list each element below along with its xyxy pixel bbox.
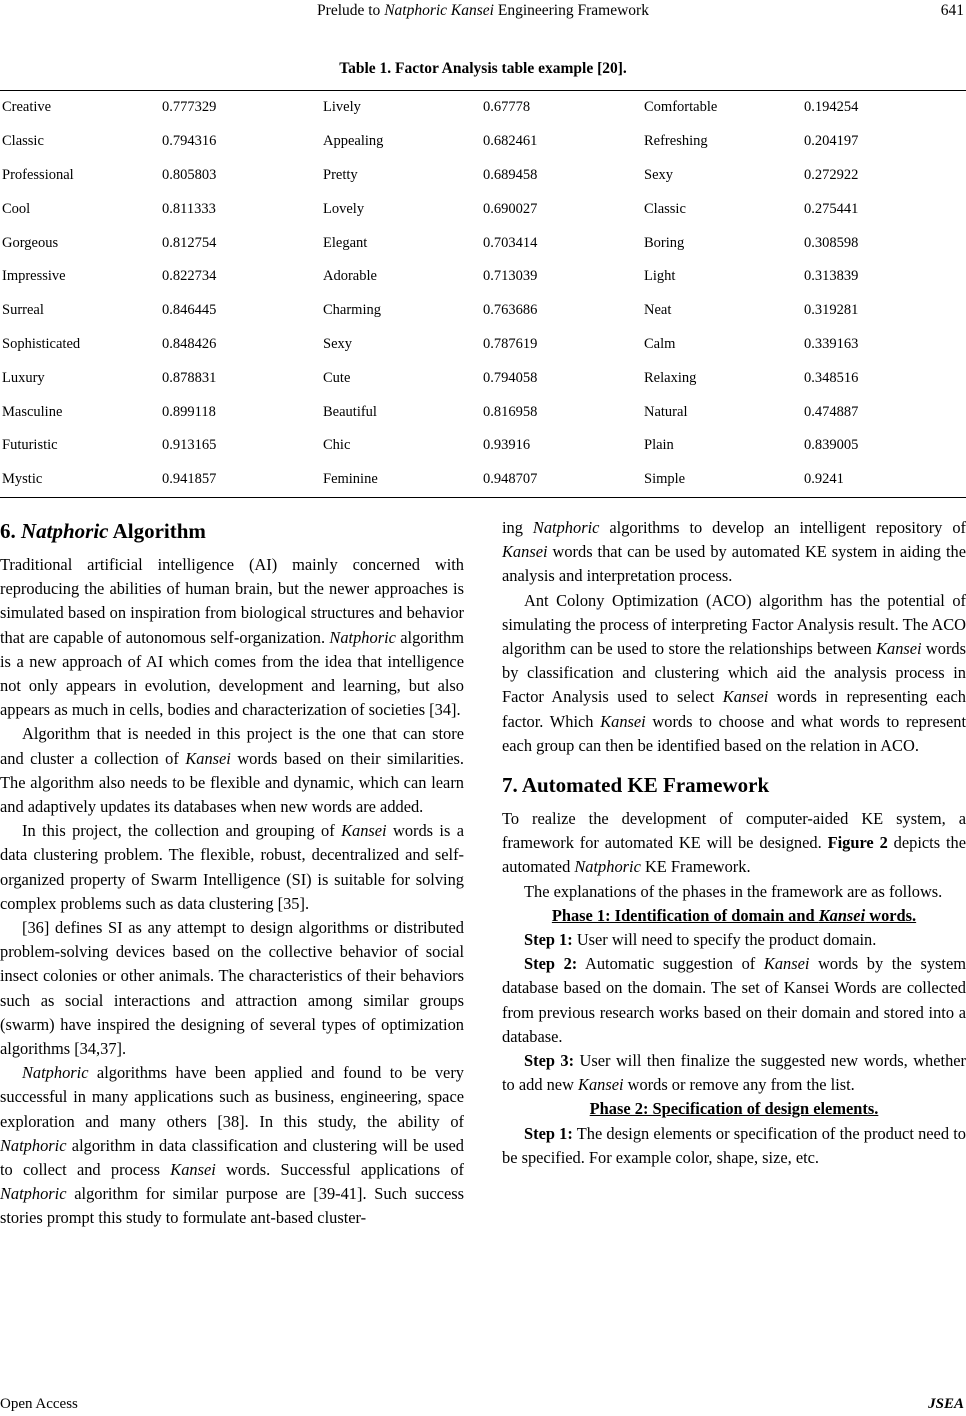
factor-loading-cell: 0.913165 xyxy=(162,437,217,454)
factor-loading-cell: 0.839005 xyxy=(804,437,859,454)
kansei-word-cell: Mystic xyxy=(2,471,43,488)
factor-loading-cell: 0.787619 xyxy=(483,335,538,352)
table-caption: Table 1. Factor Analysis table example [20]. xyxy=(339,60,627,77)
kansei-word-cell: Lively xyxy=(323,99,361,116)
kansei-word-cell: Refreshing xyxy=(644,133,708,150)
kansei-word-cell: Surreal xyxy=(2,302,44,319)
step-paragraph: Step 2: Automatic suggestion of Kansei words by the system database based on the domain. The set of Kansei Words are collected from previous research works based on their domain and stored into a database. xyxy=(502,954,966,1046)
kansei-word-cell: Sexy xyxy=(644,166,673,183)
table-row xyxy=(0,260,966,294)
running-title: Prelude to Natphoric Kansei Engineering Framework xyxy=(317,2,649,19)
kansei-word-cell: Light xyxy=(644,268,676,285)
factor-loading-cell: 0.690027 xyxy=(483,200,538,217)
factor-loading-cell: 0.313839 xyxy=(804,268,859,285)
factor-loading-cell: 0.272922 xyxy=(804,166,859,183)
factor-loading-cell: 0.319281 xyxy=(804,302,859,319)
factor-loading-cell: 0.703414 xyxy=(483,234,538,251)
paragraph: In this project, the collection and grouping of Kansei words is a data clustering problem. The flexible, robust, decentralized and self-organized property of Swarm Intelligence (SI) is suitable for solving complex problems such as data clustering [35]. xyxy=(0,821,464,913)
kansei-word-cell: Calm xyxy=(644,335,676,352)
footer-access: Open Access xyxy=(0,1396,78,1412)
kansei-word-cell: Impressive xyxy=(2,268,66,285)
kansei-word-cell: Sophisticated xyxy=(2,335,81,352)
kansei-word-cell: Charming xyxy=(323,302,381,319)
kansei-word-cell: Beautiful xyxy=(323,403,377,420)
kansei-word-cell: Sexy xyxy=(323,335,352,352)
table-row xyxy=(0,91,966,125)
kansei-word-cell: Appealing xyxy=(323,133,384,150)
factor-loading-cell: 0.194254 xyxy=(804,99,859,116)
factor-loading-cell: 0.878831 xyxy=(162,369,217,386)
factor-loading-cell: 0.93916 xyxy=(483,437,531,454)
paragraph: Traditional artificial intelligence (AI) mainly concerned with reproducing the abilities of human brain, but the newer approaches is simulated based on inspiration from biological structures and behavior that are capable of autonomous self-organization. Natphoric algorithm is a new approach of AI which comes from the idea that intelligence not only appears in evolution, development and learning, but also appears as much in cells, bodies and characterization of societies [34]. xyxy=(0,555,464,720)
step-paragraph: Step 3: User will then finalize the suggested new words, whether to add new Kansei words or remove any from the list. xyxy=(502,1051,966,1095)
kansei-word-cell: Futuristic xyxy=(2,437,58,454)
kansei-word-cell: Plain xyxy=(644,437,674,454)
factor-loading-cell: 0.899118 xyxy=(162,403,216,420)
table-row xyxy=(0,361,966,395)
factor-loading-cell: 0.794316 xyxy=(162,133,217,150)
table-row xyxy=(0,294,966,328)
table-row xyxy=(0,429,966,463)
section-6-heading: 6. Natphoric Algorithm xyxy=(0,519,206,543)
factor-loading-cell: 0.308598 xyxy=(804,234,859,251)
section-7-heading: 7. Automated KE Framework xyxy=(502,773,770,798)
paragraph: ing Natphoric algorithms to develop an intelligent repository of Kansei words that can be used by automated KE system in aiding the analysis and interpretation process. xyxy=(502,518,966,586)
page-number: 641 xyxy=(940,2,964,19)
factor-loading-cell: 0.689458 xyxy=(483,166,538,183)
kansei-word-cell: Adorable xyxy=(323,268,377,285)
kansei-word-cell: Creative xyxy=(2,99,52,116)
kansei-word-cell: Comfortable xyxy=(644,99,718,116)
paragraph: To realize the development of computer-aided KE system, a framework for automated KE will be designed. Figure 2 depicts the automated Natphoric KE Framework. xyxy=(502,809,966,877)
kansei-word-cell: Neat xyxy=(644,302,672,319)
factor-analysis-table xyxy=(0,90,966,498)
factor-loading-cell: 0.811333 xyxy=(162,200,216,217)
paragraph: [36] defines SI as any attempt to design algorithms or distributed problem-solving devices based on the collective behavior of social insect colonies or other animals. The characteristics of their behaviors such as social interactions and attraction among similar groups (swarm) have inspired the designing of several types of optimization algorithms [34,37]. xyxy=(0,918,464,1059)
factor-loading-cell: 0.67778 xyxy=(483,99,531,116)
kansei-word-cell: Classic xyxy=(644,200,686,217)
step-paragraph: Step 1: The design elements or specification of the product need to be specified. For example color, shape, size, etc. xyxy=(502,1123,966,1167)
factor-loading-cell: 0.777329 xyxy=(162,99,217,116)
kansei-word-cell: Lovely xyxy=(323,200,365,217)
kansei-word-cell: Feminine xyxy=(323,471,378,488)
left-column xyxy=(0,516,464,1231)
paragraph: Ant Colony Optimization (ACO) algorithm has the potential of simulating the process of interpreting Factor Analysis result. The ACO algorithm can be used to store the relationships between Kansei words by classification and clustering which aid the analysis process in Factor Analysis used to select Kansei words in representing each factor. Which Kansei words to choose and what words to represent each group can then be identified based on the relation in ACO. xyxy=(502,590,966,755)
paragraph: Natphoric algorithms have been applied and found to be very successful in many applications such as business, engineering, space exploration and many others [38]. In this study, the ability of Natphoric algorithm in data classification and clustering will be used to collect and process Kansei words. Successful applications of Natphoric algorithm for similar purpose are [39-41]. Such success stories prompt this study to formulate ant-based cluster- xyxy=(0,1063,464,1228)
factor-loading-cell: 0.846445 xyxy=(162,302,217,319)
factor-loading-cell: 0.848426 xyxy=(162,335,217,352)
kansei-word-cell: Chic xyxy=(323,437,351,454)
factor-loading-cell: 0.275441 xyxy=(804,200,859,217)
factor-loading-cell: 0.941857 xyxy=(162,471,217,488)
paragraph: The explanations of the phases in the framework are as follows. xyxy=(524,881,943,901)
factor-loading-cell: 0.713039 xyxy=(483,268,538,285)
kansei-word-cell: Boring xyxy=(644,234,685,251)
paragraph: Algorithm that is needed in this project is the one that can store and cluster a collection of Kansei words based on their similarities. The algorithm also needs to be flexible and dynamic, which can learn and adaptively updates its databases when new words are added. xyxy=(0,724,464,817)
factor-loading-cell: 0.794058 xyxy=(483,369,538,386)
kansei-word-cell: Cute xyxy=(323,369,351,386)
table-row xyxy=(0,125,966,159)
step-paragraph: Step 1: User will need to specify the product domain. xyxy=(524,930,877,950)
factor-loading-cell: 0.812754 xyxy=(162,234,217,251)
kansei-word-cell: Professional xyxy=(2,166,74,183)
phase-2-heading: Phase 2: Specification of design elements. xyxy=(589,1099,879,1119)
kansei-word-cell: Gorgeous xyxy=(2,234,59,251)
running-header xyxy=(0,2,966,24)
factor-loading-cell: 0.339163 xyxy=(804,335,859,352)
kansei-word-cell: Elegant xyxy=(323,234,368,251)
table-row xyxy=(0,328,966,362)
table-row xyxy=(0,159,966,193)
kansei-word-cell: Masculine xyxy=(2,403,63,420)
kansei-word-cell: Relaxing xyxy=(644,369,697,386)
factor-loading-cell: 0.9241 xyxy=(804,471,844,488)
factor-loading-cell: 0.816958 xyxy=(483,403,538,420)
kansei-word-cell: Cool xyxy=(2,200,31,217)
right-column xyxy=(502,516,966,1170)
phase-1-heading: Phase 1: Identification of domain and Kansei words. xyxy=(551,905,917,925)
table-body xyxy=(0,91,966,498)
factor-loading-cell: 0.805803 xyxy=(162,166,217,183)
table-row xyxy=(0,463,966,497)
kansei-word-cell: Simple xyxy=(644,471,686,488)
factor-loading-cell: 0.822734 xyxy=(162,268,217,285)
table-row xyxy=(0,395,966,429)
kansei-word-cell: Classic xyxy=(2,133,44,150)
table-row xyxy=(0,226,966,260)
kansei-word-cell: Pretty xyxy=(323,166,358,183)
factor-loading-cell: 0.348516 xyxy=(804,369,859,386)
factor-loading-cell: 0.682461 xyxy=(483,133,538,150)
kansei-word-cell: Natural xyxy=(644,403,688,420)
factor-loading-cell: 0.474887 xyxy=(804,403,859,420)
factor-loading-cell: 0.204197 xyxy=(804,133,859,150)
table-row xyxy=(0,192,966,226)
factor-loading-cell: 0.763686 xyxy=(483,302,538,319)
factor-loading-cell: 0.948707 xyxy=(483,471,538,488)
footer-journal: JSEA xyxy=(928,1396,964,1412)
kansei-word-cell: Luxury xyxy=(2,369,45,386)
